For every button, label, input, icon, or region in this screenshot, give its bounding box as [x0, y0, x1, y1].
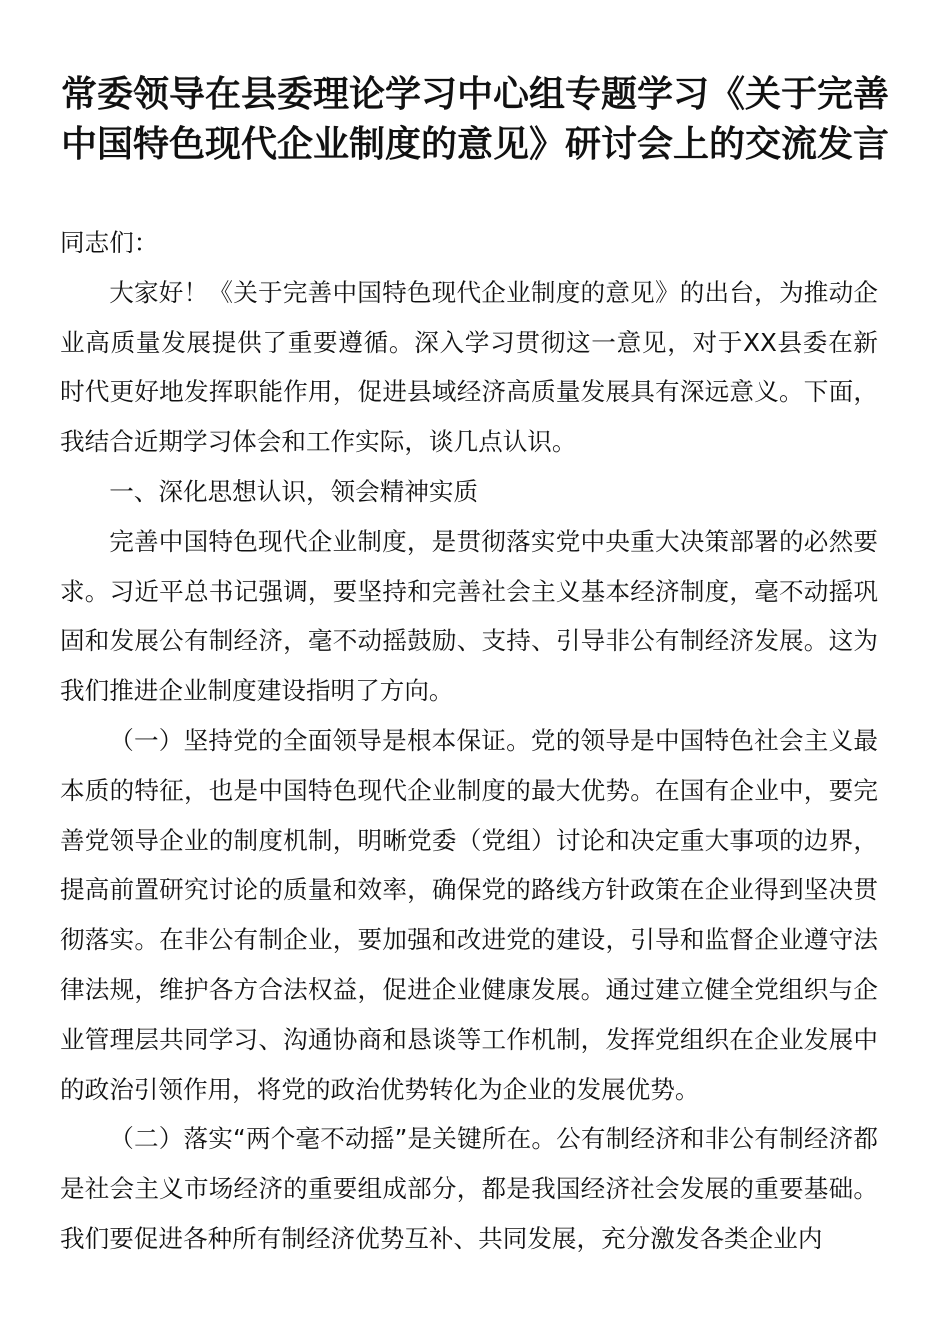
paragraph-point-2: （二）落实“两个毫不动摇”是关键所在。公有制经济和非公有制经济都是社会主义市场经济的重要组成部分，都是我国经济社会发展的重要基础。我们要促进各种所有制经济优势互补、共同发展，充分激发各类企业内 [60, 1124, 878, 1253]
document-body [60, 218, 878, 1264]
paragraph-section-1: 完善中国特色现代企业制度，是贯彻落实党中央重大决策部署的必然要求。习近平总书记强调，要坚持和完善社会主义基本经济制度，毫不动摇巩固和发展公有制经济，毫不动摇鼓励、支持、引导非公有制经济发展。这为我们推进企业制度建设指明了方向。 [60, 526, 878, 706]
paragraph-point-1: （一）坚持党的全面领导是根本保证。党的领导是中国特色社会主义最本质的特征，也是中国特色现代企业制度的最大优势。在国有企业中，要完善党领导企业的制度机制，明晰党委（党组）讨论和决定重大事项的边界，提高前置研究讨论的质量和效率，确保党的路线方针政策在企业得到坚决贯彻落实。在非公有制企业，要加强和改进党的建设，引导和监督企业遵守法律法规，维护各方合法权益，促进企业健康发展。通过建立健全党组织与企业管理层共同学习、沟通协商和恳谈等工作机制，发挥党组织在企业发展中的政治引领作用，将党的政治优势转化为企业的发展优势。 [60, 725, 878, 1104]
salutation: 同志们： [60, 228, 159, 257]
document-title: 常委领导在县委理论学习中心组专题学习《关于完善中国特色现代企业制度的意见》研讨会上的交流发言 [60, 74, 889, 165]
section-heading-1: 一、深化思想认识，领会精神实质 [109, 476, 479, 506]
paragraph-intro: 大家好！《关于完善中国特色现代企业制度的意见》的出台，为推动企业高质量发展提供了重要遵循。深入学习贯彻这一意见，对于XX县委在新时代更好地发挥职能作用，促进县域经济高质量发展具有深远意义。下面，我结合近期学习体会和工作实际，谈几点认识。 [60, 277, 878, 457]
